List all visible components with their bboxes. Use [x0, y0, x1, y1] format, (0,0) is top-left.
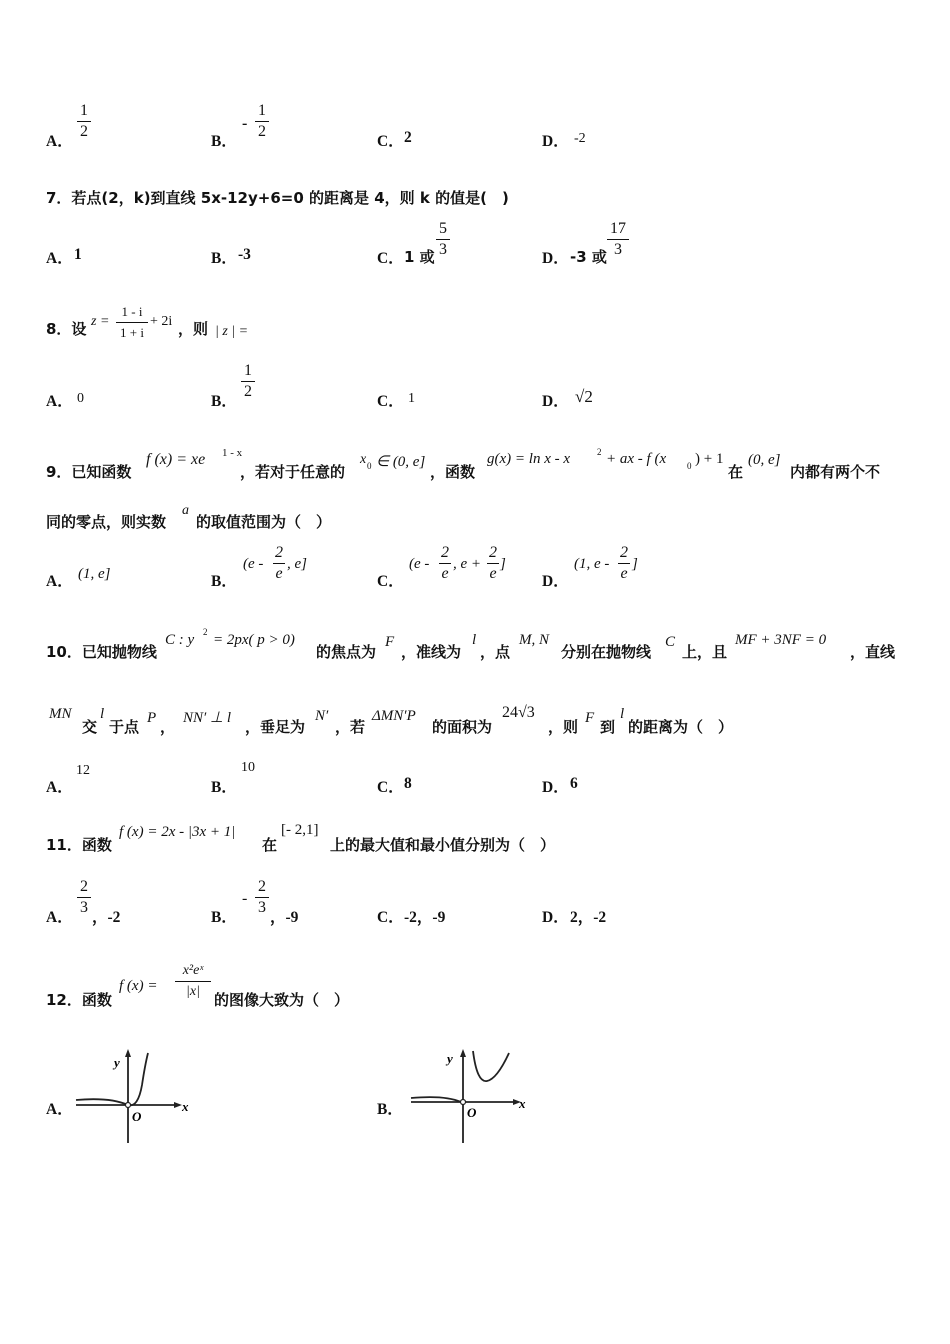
q9-text-3: 在 — [728, 463, 744, 481]
q10-option-d-label: D． — [542, 779, 569, 796]
q9-g-sq: 2 — [597, 447, 602, 457]
q11-option-d-label: D． — [542, 909, 569, 926]
q7-option-a-value: 1 — [74, 246, 82, 263]
q10-line2-perp: NN′ ⊥ l — [183, 710, 232, 726]
q7-option-d-fraction: 17 3 — [607, 220, 629, 259]
q11-option-c-value: -2，-9 — [404, 909, 446, 926]
q11-option-a-label: A． — [46, 909, 73, 926]
q6-option-b-fraction: 1 2 — [255, 102, 269, 141]
q10-vector-eq: MF + 3NF = 0 — [735, 632, 827, 648]
q8-abs: | z | = — [215, 324, 249, 339]
q10-option-a-value: 12 — [76, 763, 90, 778]
q8-z: z = — [91, 314, 110, 329]
q10-option-b-value: 10 — [241, 760, 255, 775]
q12-option-a-label: A． — [46, 1101, 73, 1118]
q7-option-b-label: B． — [211, 250, 237, 267]
q12-f: f (x) = — [119, 978, 158, 994]
q7-option-b-value: -3 — [238, 246, 251, 263]
q10-line2-b: 于点 — [109, 718, 140, 736]
q10-line2-a: 交 — [82, 718, 98, 736]
q8-option-a-label: A． — [46, 393, 73, 410]
q10-line2-h: 的距离为（ ） — [628, 718, 734, 736]
q11-option-a-fraction: 2 3 — [77, 878, 91, 917]
q9-option-c-fraction-2: 2 e — [489, 544, 497, 582]
q8-option-a-value: 0 — [77, 391, 84, 406]
q10-line2-MN: MN — [49, 706, 72, 722]
y-axis-label: y — [447, 1051, 453, 1066]
q10-line2-l: l — [100, 706, 105, 722]
q9-option-c-fraction-1: 2 e — [441, 544, 449, 582]
q8-option-b-fraction: 1 2 — [241, 362, 255, 401]
q9-option-c-label: C． — [377, 573, 404, 590]
q9-option-b-b: , e] — [287, 556, 307, 572]
q9-option-c-b: , e + — [453, 556, 482, 572]
y-axis-arrow-icon — [460, 1049, 466, 1057]
q10-line2-d: ，若 — [335, 718, 366, 736]
q11-interval: [- 2,1] — [281, 822, 319, 838]
q8-option-d-label: D． — [542, 393, 569, 410]
q9-prefix: 9．已知函数 — [46, 463, 132, 481]
q8-option-b-label: B． — [211, 393, 237, 410]
q12-prefix: 12．函数 — [46, 991, 112, 1009]
q9-option-b-fraction: 2 e — [275, 544, 283, 582]
q9-option-d-fraction: 2 e — [620, 544, 628, 582]
y-axis-arrow-icon — [125, 1049, 131, 1057]
q10-line2-c: ，垂足为 — [245, 718, 306, 736]
q10-l: l — [472, 632, 477, 648]
q9-f: f (x) = xe — [146, 451, 206, 468]
x-axis-label: x — [519, 1096, 526, 1111]
q8-prefix: 8．设 — [46, 320, 87, 338]
q8-plus: + 2i — [150, 314, 173, 329]
q11-f: f (x) = 2x - |3x + 1| — [119, 824, 236, 840]
q9-option-a-value: (1, e] — [78, 566, 111, 582]
q10-text-2: ，准线为 — [401, 643, 462, 661]
q10-option-c-value: 8 — [404, 775, 412, 792]
q7-option-d-value: -3 或 — [570, 248, 607, 266]
q8-fraction: 1 - i 1 + i — [116, 303, 148, 342]
q10-option-b-label: B． — [211, 779, 237, 796]
q11-option-b-label: B． — [211, 909, 237, 926]
q12-option-a-graph[interactable] — [70, 1045, 190, 1145]
q10-F: F — [385, 634, 395, 650]
q10-MN: M, N — [519, 632, 549, 648]
q10-line2-e: 的面积为 — [432, 718, 493, 736]
q9-option-d-b: ] — [632, 556, 638, 572]
q6-option-a-label: A． — [46, 133, 73, 150]
q10-text-5: 上，且 — [682, 643, 728, 661]
y-axis-label: y — [114, 1055, 120, 1070]
q10-option-d-value: 6 — [570, 775, 578, 792]
q10-parabola2: = 2px( p > 0) — [213, 632, 295, 648]
q10-line2-l2: l — [620, 706, 625, 722]
q10-parabola: C : y — [165, 632, 195, 648]
q6-option-c-label: C． — [377, 133, 404, 150]
q6-option-b-sign: - — [242, 115, 248, 132]
q7-stem: 7．若点(2，k)到直线 5x-12y+6=0 的距离是 4，则 k 的值是( ) — [46, 189, 509, 207]
origin-hollow-point — [126, 1103, 131, 1108]
q9-x0: x — [360, 452, 367, 467]
q11-option-b-tail: ，-9 — [270, 909, 299, 926]
q9-text-4: 内都有两个不 — [790, 463, 881, 481]
q12-text-1: 的图像大致为（ ） — [214, 991, 350, 1009]
q9-option-d-a: (1, e - — [574, 556, 610, 572]
q11-text-1: 在 — [262, 836, 278, 854]
origin-label: O — [467, 1105, 477, 1120]
q9-line2-b: 的取值范围为（ ） — [196, 513, 332, 531]
q9-x0-sub: 0 — [367, 461, 372, 471]
q12-option-b-graph[interactable] — [405, 1045, 530, 1145]
q9-line2-a: 同的零点，则实数 — [46, 513, 167, 531]
q10-line2-F: F — [585, 710, 595, 726]
q11-option-c-label: C． — [377, 909, 404, 926]
q9-option-c-c: ] — [500, 556, 506, 572]
q12-option-b-label: B． — [377, 1101, 403, 1118]
q10-line2-f: ，则 — [548, 718, 579, 736]
q8-option-c-label: C． — [377, 393, 404, 410]
q9-a: a — [182, 503, 189, 518]
q9-g2-sub: 0 — [687, 461, 692, 471]
q10-text-3: ，点 — [480, 643, 511, 661]
q7-option-c-value: 1 或 — [404, 248, 435, 266]
q12-fraction: x²eˣ |x| — [175, 962, 211, 1001]
x-axis-arrow-icon — [174, 1102, 182, 1108]
q10-option-c-label: C． — [377, 779, 404, 796]
q8-option-c-value: 1 — [408, 391, 415, 406]
q8-option-d-value: √2 — [575, 387, 593, 406]
q7-option-c-label: C． — [377, 250, 404, 267]
q10-line2-P: P — [147, 710, 157, 726]
curve — [76, 1053, 148, 1105]
q6-option-d-label: D． — [542, 133, 569, 150]
q11-text-2: 上的最大值和最小值分别为（ ） — [330, 836, 556, 854]
q10-prefix: 10．已知抛物线 — [46, 643, 157, 661]
q10-triangle: ΔMN′P — [372, 708, 416, 724]
q10-line2-N: N′ — [315, 708, 329, 724]
q10-C: C — [665, 634, 676, 650]
q11-option-b-sign: - — [242, 890, 248, 907]
q10-text-1: 的焦点为 — [316, 643, 377, 661]
q9-interval: (0, e] — [748, 452, 781, 468]
q10-text-6: ，直线 — [850, 643, 896, 661]
q11-prefix: 11．函数 — [46, 836, 112, 854]
q9-option-c-a: (e - — [409, 556, 430, 572]
q11-option-d-value: 2，-2 — [570, 909, 607, 926]
origin-label: O — [132, 1109, 142, 1124]
q7-option-c-fraction: 5 3 — [436, 220, 450, 259]
q10-parabola-sq: 2 — [203, 627, 208, 637]
q7-option-d-label: D． — [542, 250, 569, 267]
q10-line2-comma: ， — [160, 718, 176, 736]
q11-option-a-tail: ，-2 — [92, 909, 121, 926]
q6-option-b-label: B． — [211, 133, 237, 150]
q7-option-a-label: A． — [46, 250, 73, 267]
q10-area: 24√3 — [502, 704, 535, 721]
q10-line2-g: 到 — [600, 718, 616, 736]
q9-x0-in: ∈ (0, e] — [376, 454, 426, 470]
q9-option-a-label: A． — [46, 573, 73, 590]
q9-option-b-label: B． — [211, 573, 237, 590]
q9-text-1: ，若对于任意的 — [240, 463, 346, 481]
q9-f-exp: 1 - x — [222, 447, 243, 459]
q6-option-c-value: 2 — [404, 129, 412, 146]
q6-option-d-value: -2 — [574, 131, 586, 146]
q9-text-2: ，函数 — [430, 463, 476, 481]
q9-g: g(x) = ln x - x — [487, 451, 570, 467]
q9-g3: ) + 1 — [695, 451, 724, 467]
q10-text-4: 分别在抛物线 — [561, 643, 652, 661]
q10-option-a-label: A． — [46, 779, 73, 796]
q9-g2: + ax - f (x — [606, 451, 667, 467]
q9-option-d-label: D． — [542, 573, 569, 590]
origin-hollow-point — [461, 1100, 466, 1105]
x-axis-label: x — [182, 1099, 189, 1114]
q9-option-b-a: (e - — [243, 556, 264, 572]
q6-option-a-fraction: 1 2 — [77, 102, 91, 141]
curve-right — [473, 1051, 509, 1081]
q11-option-b-fraction: 2 3 — [255, 878, 269, 917]
q8-mid: ，则 — [178, 320, 209, 338]
